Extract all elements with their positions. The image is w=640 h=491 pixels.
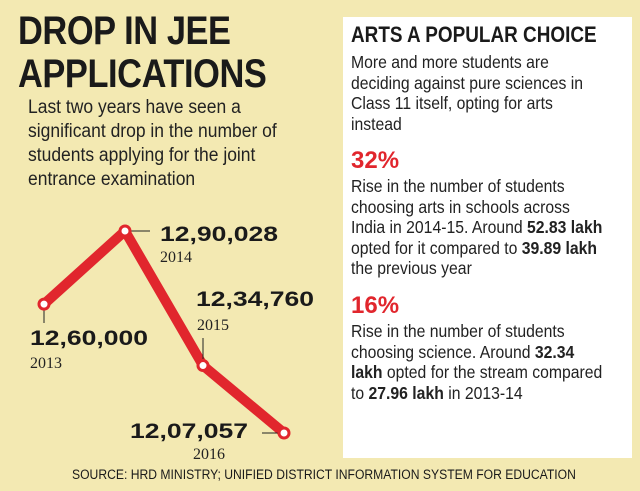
stat-arts-text: Rise in the number of students choosing arts in schools across India in 2014-15. Around 52.83 lakh opted for it compared to 39.89 lakh the previous year <box>351 176 603 278</box>
stat-arts-bold-2: 39.89 lakh <box>521 237 598 258</box>
value-label-2014: 12,90,028 <box>160 223 279 246</box>
stat-arts-percent: 32% <box>351 147 400 174</box>
x-tick-label-2013: 2013 <box>30 355 62 372</box>
title-line-1: DROP IN JEE <box>18 9 231 53</box>
stat-science-text: Rise in the number of students choosing science. Around 32.34 lakh opted for the stream compared to 27.96 lakh in 2013-14 <box>351 321 603 403</box>
stat-science-bold-2: 27.96 lakh <box>368 382 444 403</box>
value-label-2013: 12,60,000 <box>30 327 148 350</box>
title-line-2: APPLICATIONS <box>18 52 267 96</box>
source-note: SOURCE: HRD MINISTRY; UNIFIED DISTRICT INFORMATION SYSTEM FOR EDUCATION <box>72 467 576 482</box>
x-tick-label-2015: 2015 <box>197 317 229 334</box>
data-point-2016 <box>279 428 289 438</box>
stat-arts-bold-1: 52.83 lakh <box>527 217 603 237</box>
panel-intro: More and more students are deciding against pure sciences in Class 11 itself, opting for arts instead <box>351 52 584 134</box>
value-label-2015: 12,34,760 <box>196 288 314 311</box>
stat-science-bold-1: 32.34 lakh <box>351 341 575 382</box>
data-point-2014 <box>120 226 130 236</box>
panel-title: ARTS A POPULAR CHOICE <box>351 22 597 47</box>
data-point-2015 <box>198 361 208 371</box>
value-label-2016: 12,07,057 <box>130 420 248 443</box>
x-tick-label-2014: 2014 <box>160 249 192 266</box>
chart-subtitle: Last two years have seen a significant drop in the number of students applying for the joint entrance examination <box>28 97 277 190</box>
stat-science-percent: 16% <box>351 292 400 319</box>
x-tick-label-2016: 2016 <box>193 446 225 463</box>
data-point-2013 <box>39 299 49 309</box>
